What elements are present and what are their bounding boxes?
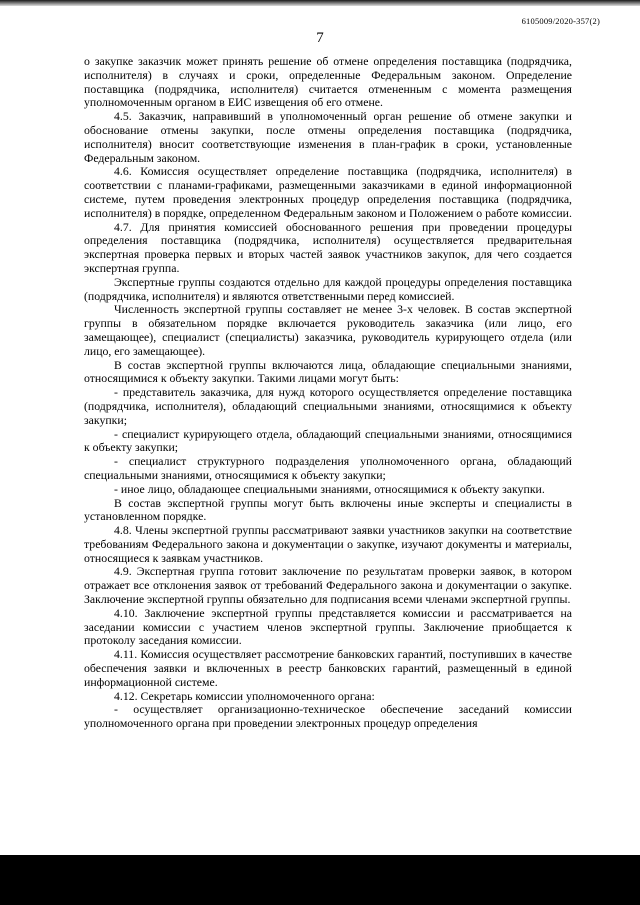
paragraph-4-9: 4.9. Экспертная группа готовит заключение по результатам проверки заявок, в котором отражает все отклонения заявок от требований Федерального закона и документации о закупке. Заключение экспертной группы обязательно для подписания всеми членами экспертной группы. [84,564,572,607]
document-number: 6105009/2020-357(2) [521,16,600,26]
paragraph-4-8: 4.8. Члены экспертной группы рассматривают заявки участников закупки на соответствие требованиям Федерального закона и документации о закупке, изучают документы и материалы, относящиеся к заявкам участников. [84,523,572,565]
paragraph-4-10: 4.10. Заключение экспертной группы представляется комиссии и рассматривается на заседании комиссии с участием членов экспертной группы. Заключение приобщается к протоколу заседания комиссии. [84,605,572,648]
list-item-curating-dept: - специалист курирующего отдела, обладающий специальными знаниями, относящимися к объекту закупки; [84,426,572,455]
list-item-secretary-duty: - осуществляет организационно-техническое обеспечение заседаний комиссии уполномоченного органа при проведении электронных процедур определения [84,702,572,731]
paragraph-4-6: 4.6. Комиссия осуществляет определение поставщика (подрядчика, исполнителя) в соответствии с планами-графиками, размещенными заказчиками в единой информационной системе, путем проведения электронных процедур определения поставщика (подрядчика, исполнителя) в порядке, определенном Федеральным законом и Положением о работе комиссии. [84,164,572,220]
scan-edge-top [0,0,640,6]
paragraph-4-11: 4.11. Комиссия осуществляет рассмотрение банковских гарантий, поступивших в качестве обеспечения заявки и включенных в реестр банковских гарантий, размещенный в единой информационной системе. [84,647,572,689]
paragraph-group-size: Численность экспертной группы составляет не менее 3-х человек. В состав экспертной группы в обязательном порядке включается руководитель заказчика (или лицо, его замещающее), специалист (специалисты) заказчика, руководитель курирующего отдела (или лицо, его замещающее). [84,302,572,358]
paragraph-4-7: 4.7. Для принятия комиссией обоснованного решения при проведении процедуры определения поставщика (подрядчика, исполнителя) осуществляется предварительная экспертная проверка первых и вторых частей заявок участников закупок, для чего создается экспертная группа. [84,219,572,275]
paragraph-group-members: В состав экспертной группы включаются лица, обладающие специальными знаниями, относящимися к объекту закупки. Такими лицами могут быть: [84,357,572,386]
list-item-customer-rep: - представитель заказчика, для нужд которого осуществляется определение поставщика (подрядчика, исполнителя), обладающий специальными знаниями, относящимися к объекту закупки; [84,385,572,427]
paragraph-continuation: о закупке заказчик может принять решение об отмене определения поставщика (подрядчика, исполнителя) в случаях и сроки, определенные Федеральным законом. Определение поставщика (подрядчика, исполнителя) считается отмененным с момента размещения уполномоченным органом в ЕИС извещения об его отмене. [84,54,572,110]
document-body [84,55,572,731]
paragraph-expert-groups: Экспертные группы создаются отдельно для каждой процедуры определения поставщика (подрядчика, исполнителя) и являются ответственными перед комиссией. [84,274,572,303]
paragraph-4-5: 4.5. Заказчик, направивший в уполномоченный орган решение об отмене закупки и обоснование отмены закупки, после отмены определения поставщика (подрядчика, исполнителя) вносит соответствующие изменения в план-график в сроки, установленные Федеральным законом. [84,109,572,165]
paragraph-4-12: 4.12. Секретарь комиссии уполномоченного органа: [114,688,375,703]
paragraph-other-experts: В состав экспертной группы могут быть включены иные эксперты и специалисты в установленном порядке. [84,495,572,524]
scan-edge-bottom [0,855,640,905]
list-item-other-person: - иное лицо, обладающее специальными знаниями, относящимися к объекту закупки. [114,481,545,496]
list-item-authorized-body: - специалист структурного подразделения уполномоченного органа, обладающий специальными знаниями, относящимися к объекту закупки; [84,454,572,482]
page-number: 7 [316,30,324,46]
